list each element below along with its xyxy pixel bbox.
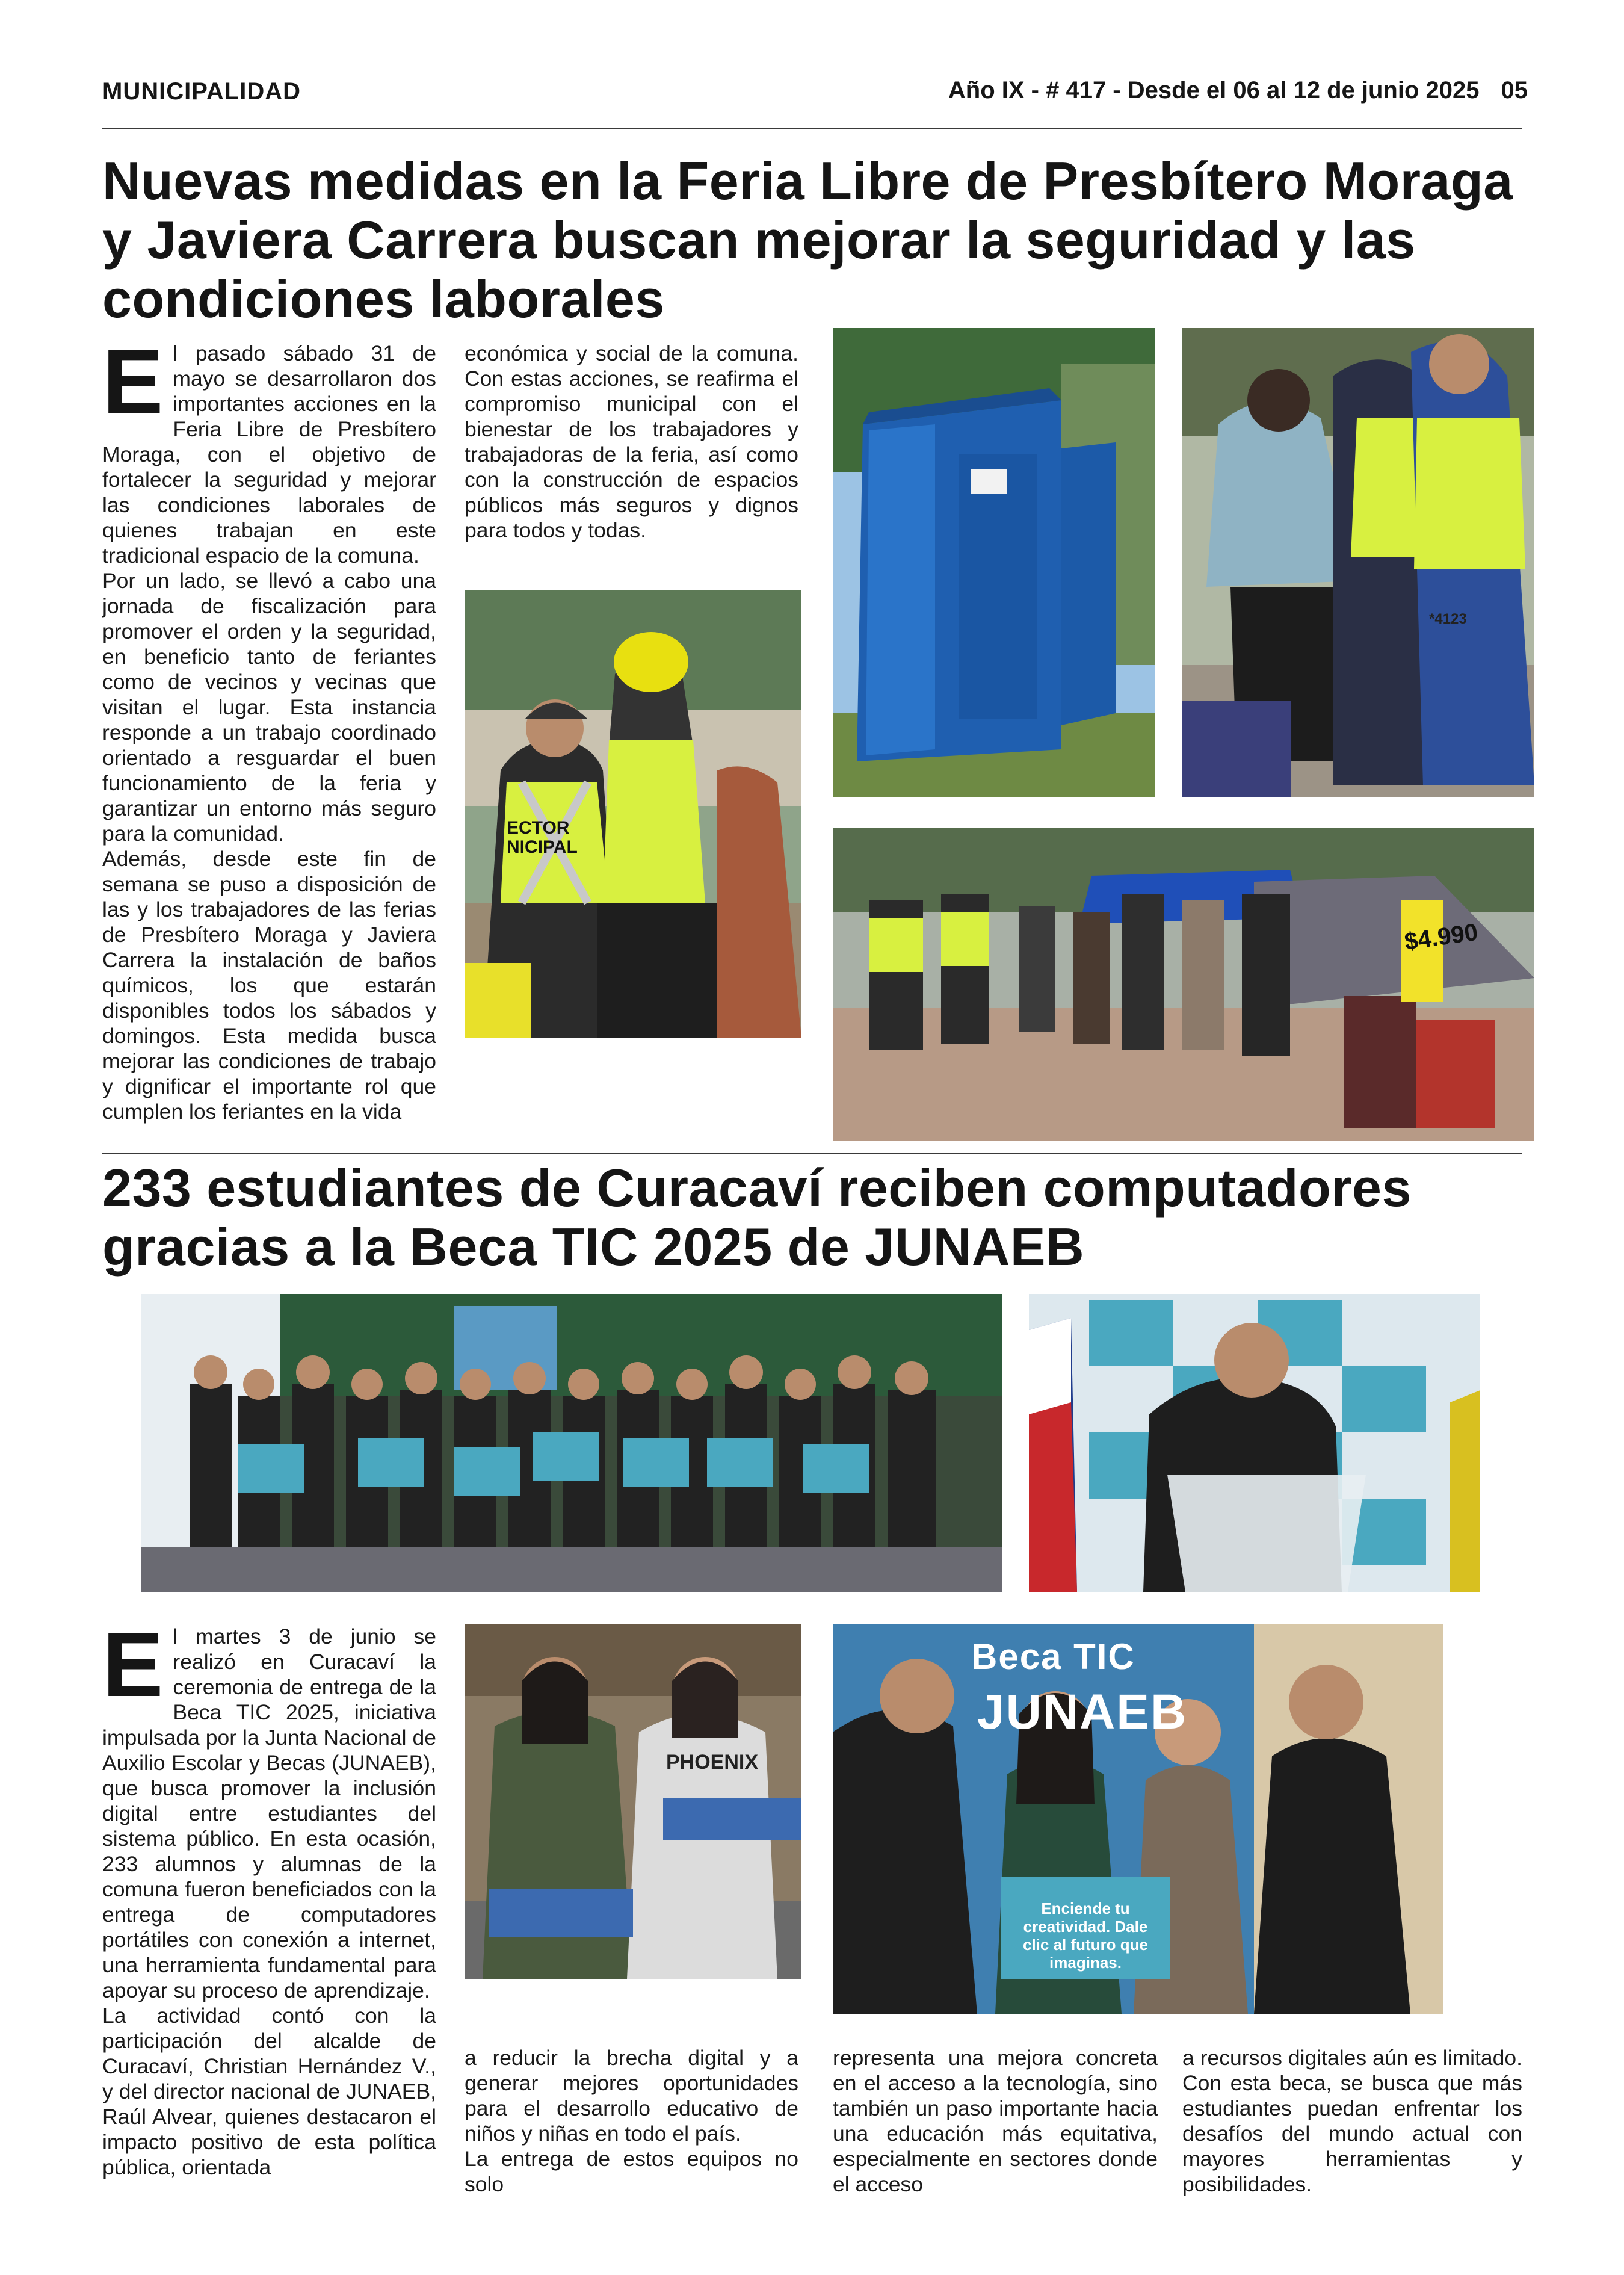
- junaeb-banner-text: JUNAEB: [977, 1685, 1188, 1739]
- article2-paragraph-2: La actividad contó con la participación del alcalde de Curacaví, Christian Hernández V., y del director nacional de JUNAEB, Raúl Alvear, quienes destacaron el impacto positivo de esta política pública, orientada: [102, 2004, 436, 2179]
- article1-drop-cap: E: [102, 330, 164, 433]
- photo-beca-tic-officials: [833, 1624, 1443, 2014]
- article2-paragraph-1: l martes 3 de junio se realizó en Curacaví la ceremonia de entrega de la Beca TIC 2025, iniciativa impulsada por la Junta Nacional de Auxilio Escolar y Becas (JUNAEB), que busca promover la inclusión digital entre estudiantes del sistema público. En esta ocasión, 233 alumnos y alumnas de la comuna fueron beneficiados con la entrega de computadores portátiles con conexión a internet, una herramienta fundamental para apoyar su proceso de aprendizaje.: [102, 1624, 436, 2002]
- article2-paragraph-4: La entrega de estos equipos no solo: [465, 2147, 798, 2196]
- photo-speaker-image: [1029, 1294, 1480, 1592]
- student-hoodie-text: PHOENIX: [666, 1751, 759, 1774]
- photo-inspectors-image: [465, 590, 801, 1038]
- officer-badge-number: *4123: [1429, 611, 1467, 627]
- article2-column-1: [102, 1614, 436, 2180]
- article1-paragraph-4: económica y social de la comuna. Con estas acciones, se reafirma el compromiso municipal con el bienestar de los trabajadores y trabajadoras de la feria, así como con la construcción de espacios públicos más seguros y dignos para todos y todas.: [465, 341, 798, 542]
- article2-column-3: [833, 2045, 1158, 2197]
- article2-paragraph-6: a recursos digitales aún es limitado. Con esta beca, se busca que más estudiantes puedan enfrentar los desafíos del mundo actual con mayores herramientas y posibilidades.: [1182, 2046, 1522, 2196]
- issue-info: [948, 77, 1528, 104]
- market-price-sign: $4.990: [1403, 918, 1480, 956]
- article2-drop-cap: E: [102, 1614, 164, 1716]
- photo-market-image: [833, 828, 1534, 1141]
- article2-column-4: [1182, 2045, 1522, 2197]
- article2-paragraph-3: a reducir la brecha digital y a generar mejores oportunidades para el desarrollo educativo de niños y niñas en todo el país.: [465, 2046, 798, 2146]
- article2-headline: 233 estudiantes de Curacaví reciben computadores gracias a la Beca TIC 2025 de JUNAEB: [102, 1158, 1412, 1277]
- inspector-vest-label: ECTOR NICIPAL: [507, 818, 578, 857]
- photo-student-group: [141, 1294, 1002, 1592]
- article2-column-2: [465, 2045, 798, 2197]
- article1-column-1: [102, 330, 436, 1124]
- article1-paragraph-1: l pasado sábado 31 de mayo se desarrollaron dos importantes acciones en la Feria Libre de Presbítero Moraga, con el objetivo de fortalecer la seguridad y mejorar las condiciones laborales de quienes trabajan en este tradicional espacio de la comuna.: [102, 341, 436, 568]
- photo-group-image: [141, 1294, 1002, 1592]
- issue-line: Año IX - # 417 - Desde el 06 al 12 de junio 2025: [948, 77, 1480, 104]
- article1-headline: Nuevas medidas en la Feria Libre de Presbítero Moraga y Javiera Carrera buscan mejorar la seguridad y las condiciones laborales: [102, 151, 1513, 329]
- photo-market-scene: [833, 828, 1534, 1141]
- top-rule: [102, 128, 1522, 129]
- article1-column-2: [465, 341, 798, 543]
- article1-paragraph-3: Además, desde este fin de semana se puso a disposición de las y los trabajadores de las ferias de Presbítero Moraga y Javiera Carrera la instalación de baños químicos, los que estarán disponibles todos los sábados y domingos. Esta medida busca mejorar las condiciones de trabajo y dignificar el importante rol que cumplen los feriantes en la vida: [102, 847, 436, 1124]
- photo-two-students: [465, 1624, 801, 1979]
- photo-toilets-image: [833, 328, 1155, 797]
- section-label: MUNICIPALIDAD: [102, 78, 301, 105]
- photo-inspectors: [465, 590, 801, 1038]
- page-number: 05: [1501, 77, 1528, 104]
- beca-placard-text: Enciende tu creatividad. Dale clic al futuro que imaginas.: [1022, 1899, 1149, 1972]
- middle-rule: [102, 1153, 1522, 1154]
- photo-officer-image: [1182, 328, 1534, 797]
- article2-paragraph-5: representa una mejora concreta en el acceso a la tecnología, sino también un paso importante hacia una educación más equitativa, especialmente en sectores donde el acceso: [833, 2046, 1158, 2196]
- photo-speaker-podium: [1029, 1294, 1480, 1592]
- photo-two-students-image: [465, 1624, 801, 1979]
- photo-portable-toilets: [833, 328, 1155, 797]
- photo-officer-woman: [1182, 328, 1534, 797]
- article1-paragraph-2: Por un lado, se llevó a cabo una jornada de fiscalización para promover el orden y la seguridad, en beneficio tanto de feriantes como de vecinos y vecinas que visitan el lugar. Esta instancia responde a un trabajo coordinado orientado a resguardar el buen funcionamiento de la feria y garantizar un entorno más seguro para la comunidad.: [102, 569, 436, 846]
- beca-tic-banner-text: Beca TIC: [971, 1636, 1135, 1677]
